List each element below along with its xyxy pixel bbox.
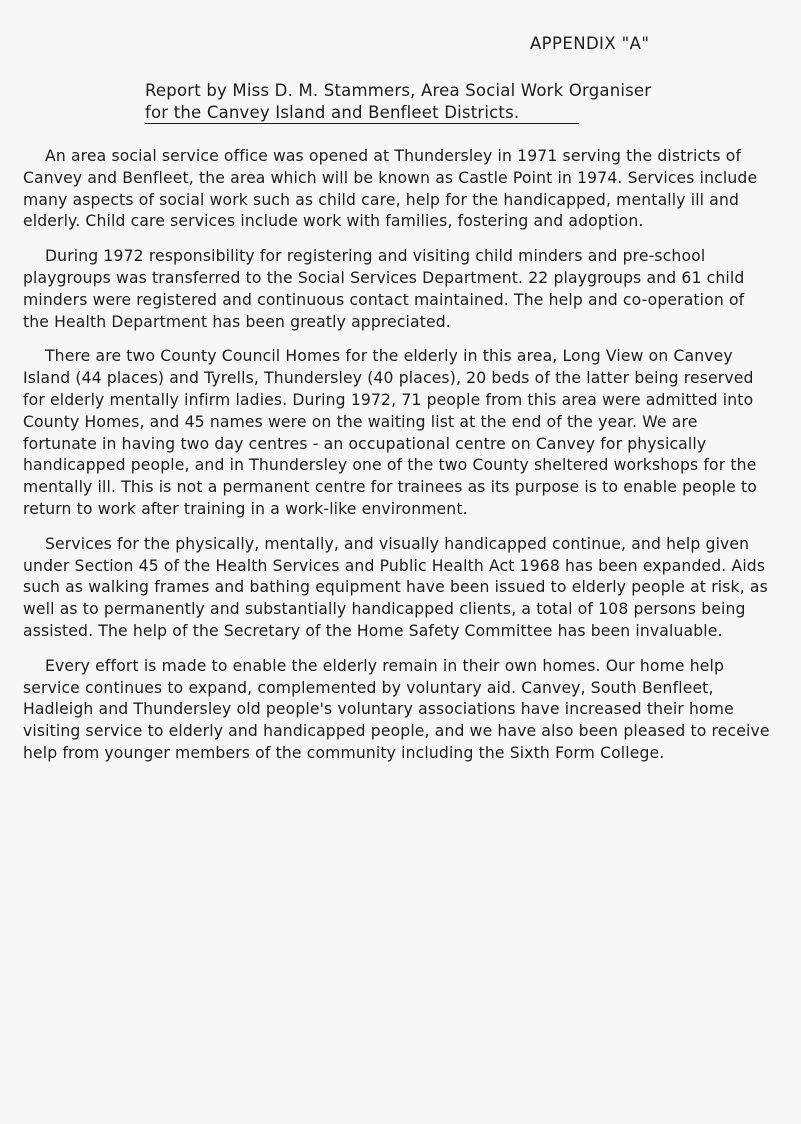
paragraph: Every effort is made to enable the elderly remain in their own homes. Our home help service continues to expand, complemented by voluntary aid. Canvey, South Benfleet, Hadleigh and Thundersley old people's voluntary associations have increased their home visiting service to elderly and handicapped people, and we have also been pleased to receive help from younger members of the community including the Sixth Form College. xyxy=(23,656,770,762)
paragraph: An area social service office was opened at Thundersley in 1971 serving the districts of Canvey and Benfleet, the area which will be known as Castle Point in 1974. Services include many aspects of social work such as child care, help for the handicapped, mentally ill and elderly. Child care services include work with families, fostering and adoption. xyxy=(23,147,758,231)
paragraph: Services for the physically, mentally, and visually handicapped continue, and help given under Section 45 of the Health Services and Public Health Act 1968 has been expanded. Aids such as walking frames and bathing equipment have been issued to elderly people at risk, as well as to permanently and substantially handicapped clients, a total of 108 persons being assisted. The help of the Secretary of the Home Safety Committee has been invaluable. xyxy=(23,534,768,640)
report-body xyxy=(23,146,775,777)
heading-line-1: Report by Miss D. M. Stammers, Area Social Work Organiser xyxy=(145,81,652,100)
paragraph: There are two County Council Homes for the elderly in this area, Long View on Canvey Island (44 places) and Tyrells, Thundersley (40 places), 20 beds of the latter being reserved for elderly mentally infirm ladies. During 1972, 71 people from this area were admitted into County Homes, and 45 names were on the waiting list at the end of the year. We are fortunate in having two day centres - an occupational centre on Canvey for physically handicapped people, and in Thundersley one of the two County sheltered workshops for the mentally ill. This is not a permanent centre for trainees as its purpose is to enable people to return to work after training in a work-like environment. xyxy=(23,347,757,518)
paragraph: During 1972 responsibility for registering and visiting child minders and pre-school playgroups was transferred to the Social Services Department. 22 playgroups and 61 child minders were registered and continuous contact maintained. The help and co-operation of the Health Department has been greatly appreciated. xyxy=(23,247,745,331)
heading-line-2: for the Canvey Island and Benfleet Districts. xyxy=(145,103,579,124)
appendix-label: APPENDIX "A" xyxy=(530,34,650,53)
report-heading xyxy=(145,80,715,124)
